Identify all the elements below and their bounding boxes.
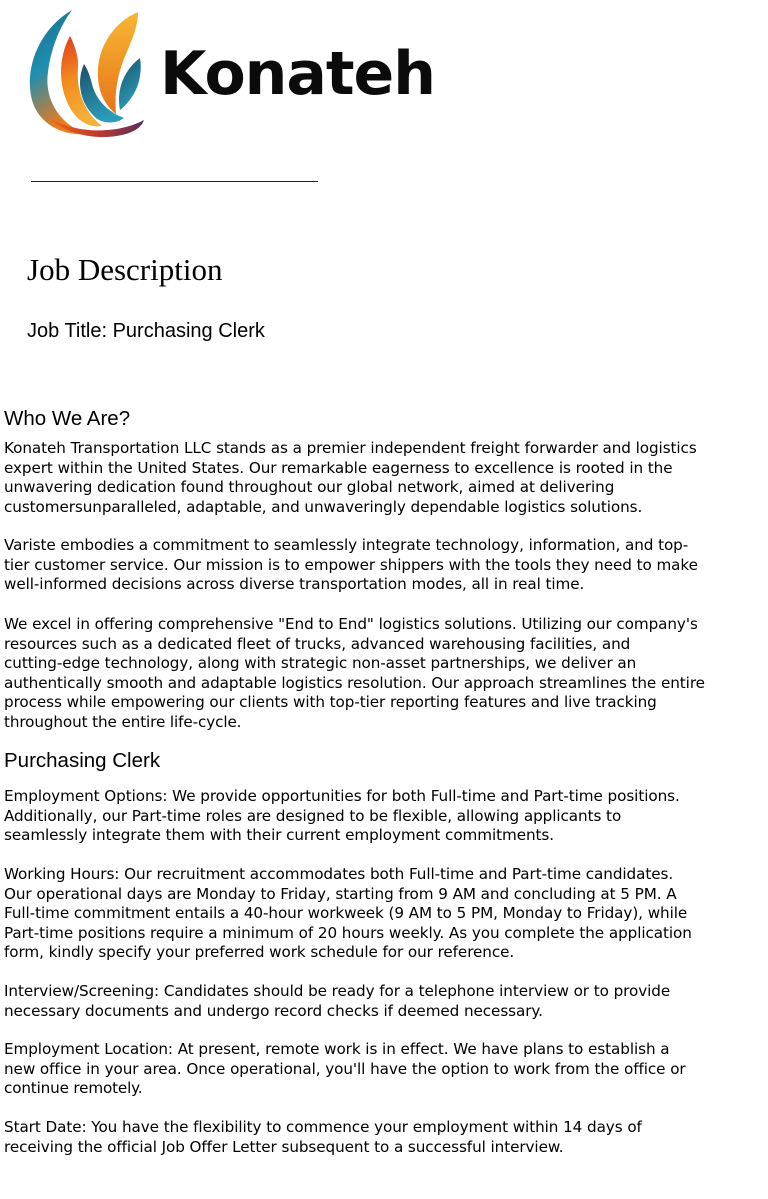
text-line: Start Date: You have the flexibility to commence your employment within 14 days of xyxy=(4,1118,642,1136)
who-we-are-paragraph-2 xyxy=(4,536,768,595)
konateh-logo-icon xyxy=(26,8,148,142)
text-line: receiving the official Job Offer Letter subsequent to a successful interview. xyxy=(4,1137,564,1156)
interview-paragraph xyxy=(4,982,768,1021)
text-line: Additionally, our Part-time roles are designed to be flexible, allowing applicants to xyxy=(4,806,622,825)
text-line: well-informed decisions across diverse transportation modes, all in real time. xyxy=(4,575,585,593)
purchasing-clerk-heading: Purchasing Clerk xyxy=(4,749,161,772)
start-date-paragraph xyxy=(4,1118,768,1157)
employment-location-paragraph xyxy=(4,1040,768,1099)
brand-name: Konateh xyxy=(160,39,435,109)
text-line: form, kindly specify your preferred work schedule for our reference. xyxy=(4,943,515,961)
text-line: tier customer service. Our mission is to empower shippers with the tools they need to make xyxy=(4,555,698,574)
text-line: throughout the entire life-cycle. xyxy=(4,712,242,731)
text-line: authentically smooth and adaptable logistics resolution. Our approach streamlines the entire xyxy=(4,673,705,692)
text-line: Variste embodies a commitment to seamlessly integrate technology, information, and top- xyxy=(4,536,689,554)
text-line: new office in your area. Once operational, you'll have the option to work from the office or xyxy=(4,1059,686,1078)
text-line: Working Hours: Our recruitment accommodates both Full-time and Part-time candidates. xyxy=(4,865,674,883)
text-line: necessary documents and undergo record checks if deemed necessary. xyxy=(4,1001,543,1020)
header-divider xyxy=(31,181,318,182)
who-we-are-heading: Who We Are? xyxy=(4,407,131,430)
who-we-are-paragraph-3 xyxy=(4,615,768,732)
text-line: process while empowering our clients with top-tier reporting features and live tracking xyxy=(4,693,657,711)
text-line: unwavering dedication found throughout our global network, aimed at delivering xyxy=(4,478,615,496)
text-line: Part-time positions require a minimum of 20 hours weekly. As you complete the application xyxy=(4,923,692,942)
text-line: Full-time commitment entails a 40-hour workweek (9 AM to 5 PM, Monday to Friday), while xyxy=(4,904,688,922)
text-line: customersunparalleled, adaptable, and unwaveringly dependable logistics solutions. xyxy=(4,497,643,516)
text-line: continue remotely. xyxy=(4,1079,143,1097)
text-line: Interview/Screening: Candidates should be ready for a telephone interview or to provide xyxy=(4,982,671,1000)
job-title: Job Title: Purchasing Clerk xyxy=(27,320,265,342)
text-line: expert within the United States. Our remarkable eagerness to excellence is rooted in the xyxy=(4,458,673,477)
page-title: Job Description xyxy=(27,252,223,287)
text-line: Konateh Transportation LLC stands as a premier independent freight forwarder and logistics xyxy=(4,439,697,457)
text-line: Employment Options: We provide opportunities for both Full-time and Part-time positions. xyxy=(4,787,680,805)
text-line: seamlessly integrate them with their current employment commitments. xyxy=(4,826,554,844)
who-we-are-paragraph-1 xyxy=(4,439,768,517)
text-line: cutting-edge technology, along with strategic non-asset partnerships, we deliver an xyxy=(4,654,637,672)
text-line: We excel in offering comprehensive "End to End" logistics solutions. Utilizing our company's xyxy=(4,615,698,633)
text-line: resources such as a dedicated fleet of trucks, advanced warehousing facilities, and xyxy=(4,634,631,653)
working-hours-paragraph xyxy=(4,865,768,963)
text-line: Employment Location: At present, remote work is in effect. We have plans to establish a xyxy=(4,1040,670,1058)
text-line: Our operational days are Monday to Friday, starting from 9 AM and concluding at 5 PM. A xyxy=(4,884,677,903)
employment-options-paragraph xyxy=(4,787,768,846)
